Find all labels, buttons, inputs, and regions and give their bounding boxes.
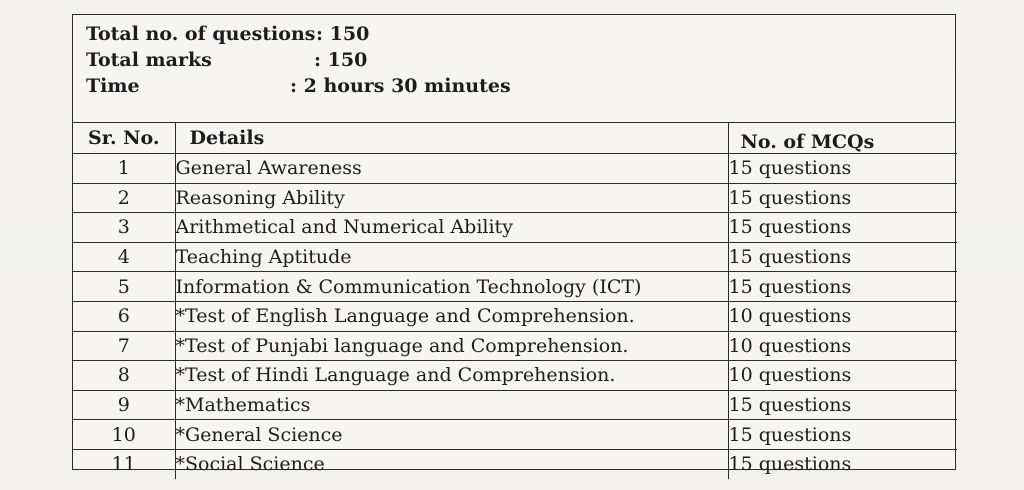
sr-no-cell: 4: [73, 242, 175, 272]
table-row: [73, 154, 957, 184]
table-row: [73, 213, 957, 243]
table-row: [73, 361, 957, 391]
sr-no-cell: 7: [73, 331, 175, 361]
total-questions-label: Total no. of questions: [86, 23, 316, 45]
mcq-count-cell: 15 questions: [728, 154, 957, 184]
exam-summary: [73, 15, 955, 123]
table-row: [73, 301, 957, 331]
total-marks-label: Total marks: [86, 49, 212, 71]
table-row: [73, 420, 957, 450]
details-cell: *Social Science: [175, 449, 728, 478]
sr-no-cell: 9: [73, 390, 175, 420]
exam-pattern-box: [72, 14, 956, 476]
mcq-count-cell: 15 questions: [728, 449, 957, 478]
sr-no-cell: 2: [73, 183, 175, 213]
details-cell: *Test of English Language and Comprehension.: [175, 301, 728, 331]
table-row: [73, 331, 957, 361]
table-row: [73, 390, 957, 420]
total-marks-value: : 150: [314, 49, 368, 71]
mcq-count-cell: 15 questions: [728, 242, 957, 272]
details-cell: Information & Communication Technology (ICT): [175, 272, 728, 302]
total-questions-value: : 150: [316, 23, 370, 45]
time-value: : 2 hours 30 minutes: [290, 75, 511, 97]
details-cell: General Awareness: [175, 154, 728, 184]
mcq-count-cell: 15 questions: [728, 213, 957, 243]
details-cell: *Mathematics: [175, 390, 728, 420]
mcq-count-cell: 15 questions: [728, 183, 957, 213]
table-header-row: [73, 123, 957, 154]
mcq-count-cell: 15 questions: [728, 272, 957, 302]
header-no-of-mcqs: No. of MCQs: [728, 123, 957, 154]
details-cell: Reasoning Ability: [175, 183, 728, 213]
sr-no-cell: 1: [73, 154, 175, 184]
header-details: Details: [175, 123, 728, 154]
mcq-count-cell: 15 questions: [728, 420, 957, 450]
sr-no-cell: 6: [73, 301, 175, 331]
details-cell: *Test of Hindi Language and Comprehension.: [175, 361, 728, 391]
mcq-count-cell: 10 questions: [728, 361, 957, 391]
mcq-count-cell: 15 questions: [728, 390, 957, 420]
time-label: Time: [86, 75, 140, 97]
sr-no-cell: 3: [73, 213, 175, 243]
table-row: [73, 242, 957, 272]
details-cell: Arithmetical and Numerical Ability: [175, 213, 728, 243]
mcq-count-cell: 10 questions: [728, 301, 957, 331]
table-row: [73, 272, 957, 302]
header-sr-no: Sr. No.: [73, 123, 175, 154]
details-cell: *Test of Punjabi language and Comprehension.: [175, 331, 728, 361]
details-cell: *General Science: [175, 420, 728, 450]
sr-no-cell: 8: [73, 361, 175, 391]
table-row: [73, 183, 957, 213]
sr-no-cell: 5: [73, 272, 175, 302]
details-cell: Teaching Aptitude: [175, 242, 728, 272]
mcq-count-cell: 10 questions: [728, 331, 957, 361]
sr-no-cell: 11: [73, 449, 175, 478]
sr-no-cell: 10: [73, 420, 175, 450]
table-row: [73, 449, 957, 478]
syllabus-table: [73, 123, 957, 479]
